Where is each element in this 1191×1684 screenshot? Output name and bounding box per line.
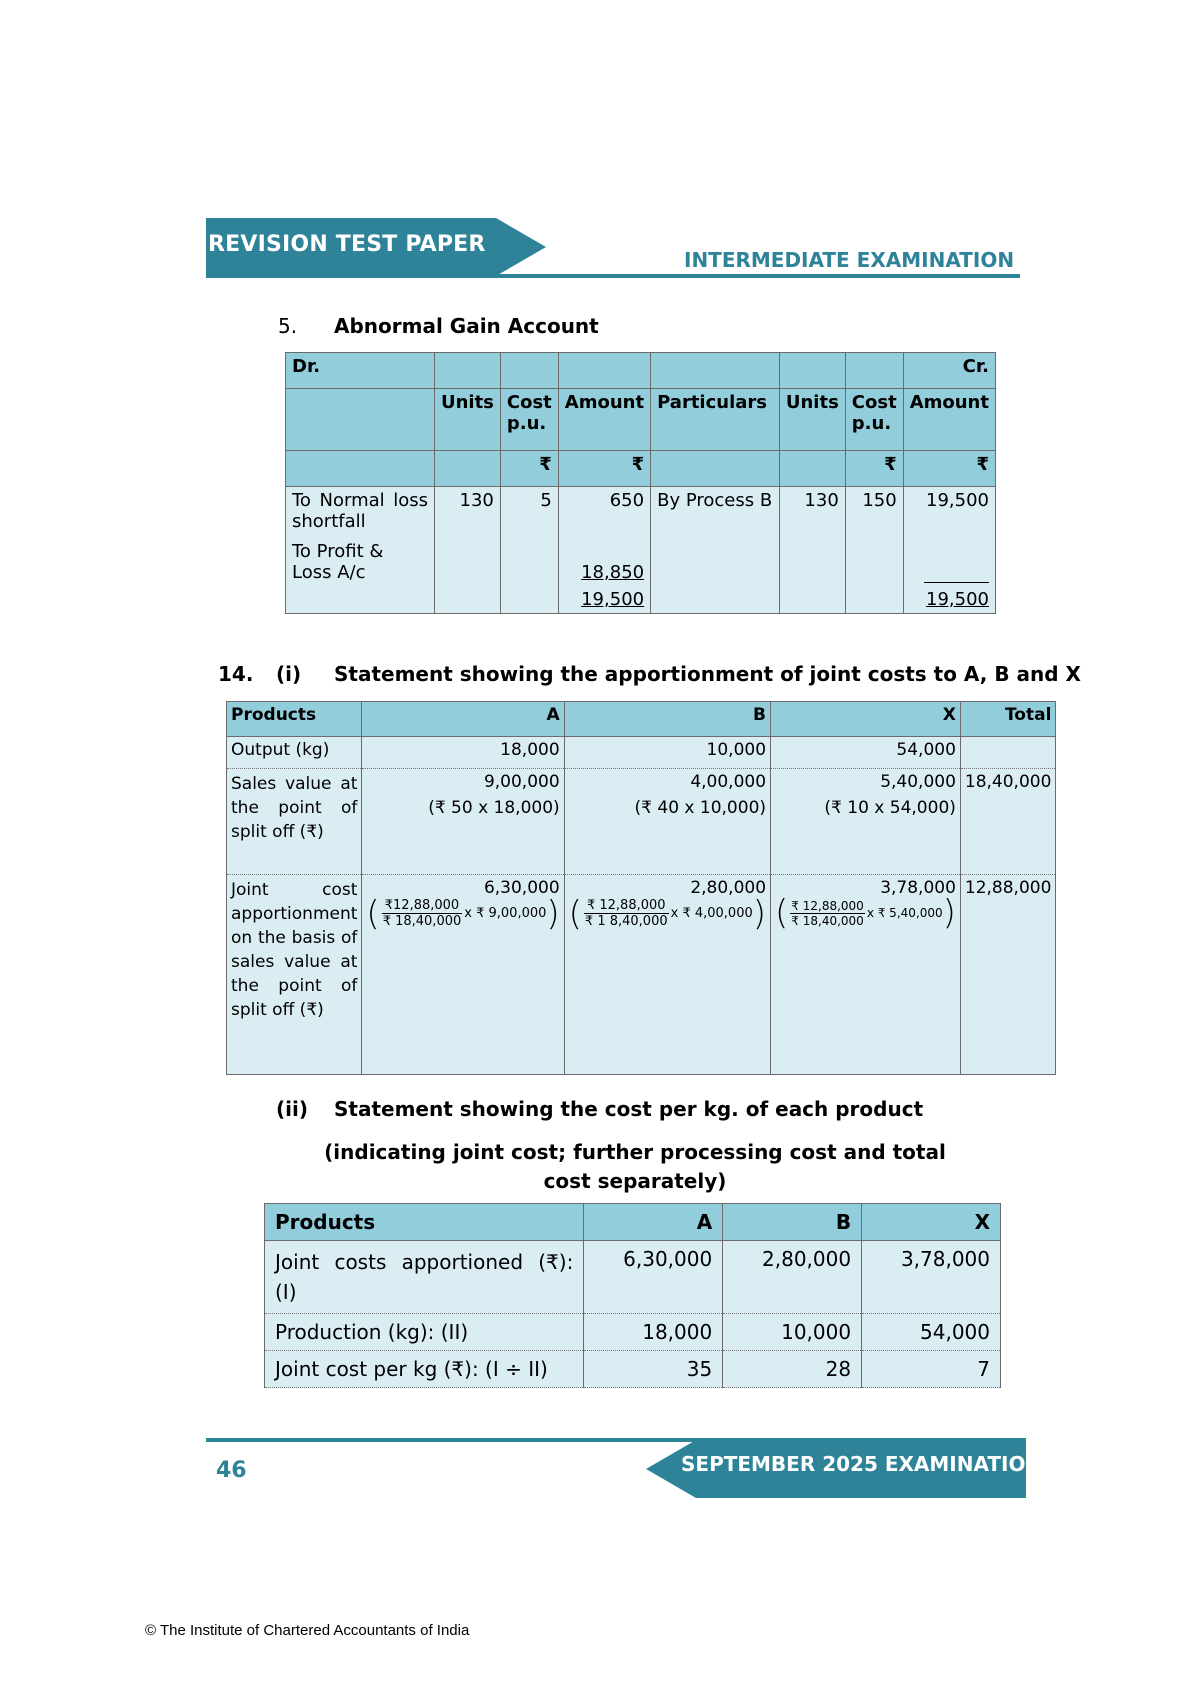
row-amount: 18,850 — [581, 562, 645, 583]
cr-label: Cr. — [903, 353, 995, 389]
row-cr-particulars: By Process B — [651, 487, 780, 536]
header-rule — [490, 274, 1020, 278]
sales-calc-b: (₹ 40 x 10,000) — [634, 798, 767, 818]
dr-label: Dr. — [286, 353, 435, 389]
formula-den: ₹ 18,40,000 — [382, 914, 462, 929]
t3-cell: 18,000 — [584, 1314, 723, 1351]
sales-a: 9,00,000 — [483, 772, 560, 792]
sales-calc-x: (₹ 10 x 54,000) — [824, 798, 956, 818]
t3-header-products: Products — [265, 1204, 584, 1241]
t3-cell: 28 — [723, 1351, 862, 1388]
row-units: 130 — [434, 487, 500, 536]
cost-per-kg-table — [264, 1203, 1001, 1388]
joint-total: 12,88,000 — [960, 875, 1056, 1075]
q14-part-i: (i) — [276, 662, 302, 686]
q5-title: Abnormal Gain Account — [334, 314, 599, 338]
q5-number: 5. — [278, 314, 298, 338]
t3-row-label: Joint costs apportioned (₹): (I) — [265, 1241, 584, 1314]
formula-a: ( $\frac{₹12,88,000}{₹ 18,40,000}$ x ₹ 9,00,000 ) — [366, 893, 560, 934]
sales-total: 18,40,000 — [960, 769, 1056, 875]
t2-header-x: X — [771, 702, 961, 737]
q14-number: 14. — [218, 662, 254, 686]
formula-num: ₹ 12,88,000 — [791, 898, 864, 913]
t3-cell: 10,000 — [723, 1314, 862, 1351]
rupee-symbol: ₹ — [845, 451, 903, 487]
joint-label: Joint cost apportionment on the basis of sales value at the point of split off (₹) — [227, 875, 362, 1075]
col-units-cr: Units — [779, 389, 845, 451]
page-number: 46 — [216, 1458, 247, 1483]
blank-rule — [924, 568, 989, 583]
col-cost-cr: Cost p.u. — [845, 389, 903, 451]
header-exam: INTERMEDIATE EXAMINATION — [684, 248, 1015, 272]
t3-cell: 7 — [862, 1351, 1001, 1388]
formula-den: ₹ 18,40,000 — [791, 913, 864, 928]
formula-b: ( $\frac{₹ 12,88,000}{₹ 1 8,40,000}$ x ₹ 4,00,000 ) — [568, 893, 767, 934]
sales-b: 4,00,000 — [690, 772, 767, 792]
formula-x: ( $\frac{₹ 12,88,000}{₹ 18,40,000}$ x ₹ 5,40,000 ) — [775, 893, 956, 933]
q14-title-i: Statement showing the apportionment of joint costs to A, B and X — [334, 662, 1081, 686]
t3-cell: 6,30,000 — [584, 1241, 723, 1314]
t3-cell: 2,80,000 — [723, 1241, 862, 1314]
t2-header-products: Products — [227, 702, 362, 737]
output-a: 18,000 — [362, 737, 564, 769]
joint-x: 3,78,000 — [880, 878, 956, 898]
col-cost: Cost p.u. — [500, 389, 558, 451]
row-cr-amount: 19,500 — [903, 487, 995, 536]
total-cr: 19,500 — [926, 589, 989, 610]
abnormal-gain-table — [285, 352, 996, 614]
t2-header-total: Total — [960, 702, 1056, 737]
t3-cell: 54,000 — [862, 1314, 1001, 1351]
t2-header-b: B — [564, 702, 770, 737]
output-x: 54,000 — [771, 737, 961, 769]
joint-b: 2,80,000 — [690, 878, 767, 898]
row-cr-cost: 150 — [845, 487, 903, 536]
col-units: Units — [434, 389, 500, 451]
rupee-symbol: ₹ — [903, 451, 995, 487]
header-title: REVISION TEST PAPER — [208, 232, 486, 257]
t3-row-label: Production (kg): (II) — [265, 1314, 584, 1351]
t3-cell: 3,78,000 — [862, 1241, 1001, 1314]
t3-header-a: A — [584, 1204, 723, 1241]
t2-header-a: A — [362, 702, 564, 737]
sales-label: Sales value at the point of split off (₹) — [227, 769, 362, 875]
total-dr: 19,500 — [581, 589, 645, 610]
row-cost: 5 — [500, 487, 558, 536]
t3-header-x: X — [862, 1204, 1001, 1241]
row-particulars: To Profit & Loss A/c — [286, 535, 435, 586]
col-amount: Amount — [558, 389, 650, 451]
t3-cell: 35 — [584, 1351, 723, 1388]
output-b: 10,000 — [564, 737, 770, 769]
rupee-symbol: ₹ — [500, 451, 558, 487]
copyright: © The Institute of Chartered Accountants of India — [145, 1622, 470, 1639]
formula-mult: x ₹ 9,00,000 — [464, 906, 547, 921]
sales-calc-a: (₹ 50 x 18,000) — [428, 798, 560, 818]
t3-header-b: B — [723, 1204, 862, 1241]
formula-num: ₹12,88,000 — [382, 898, 463, 914]
row-amount: 650 — [558, 487, 650, 536]
output-label: Output (kg) — [227, 737, 362, 769]
q14-part-ii: (ii) — [276, 1097, 308, 1121]
t3-row-label: Joint cost per kg (₹): (I ÷ II) — [265, 1351, 584, 1388]
q14-subtitle-ii: (indicating joint cost; further processing cost and total cost separately) — [324, 1140, 946, 1193]
col-amount-cr: Amount — [903, 389, 995, 451]
q14-title-ii: Statement showing the cost per kg. of each product — [334, 1097, 924, 1121]
col-particulars: Particulars — [651, 389, 780, 451]
formula-den: ₹ 1 8,40,000 — [584, 914, 668, 929]
row-cr-units: 130 — [779, 487, 845, 536]
formula-mult: x ₹ 4,00,000 — [670, 906, 753, 921]
row-particulars: To Normal loss shortfall — [286, 487, 435, 536]
joint-cost-table — [226, 701, 1056, 1075]
footer-exam: SEPTEMBER 2025 EXAMINATION — [681, 1452, 1043, 1476]
joint-a: 6,30,000 — [483, 878, 560, 898]
sales-x: 5,40,000 — [880, 772, 956, 792]
formula-num: ₹ 12,88,000 — [584, 898, 669, 914]
formula-mult: x ₹ 5,40,000 — [866, 906, 943, 920]
rupee-symbol: ₹ — [558, 451, 650, 487]
